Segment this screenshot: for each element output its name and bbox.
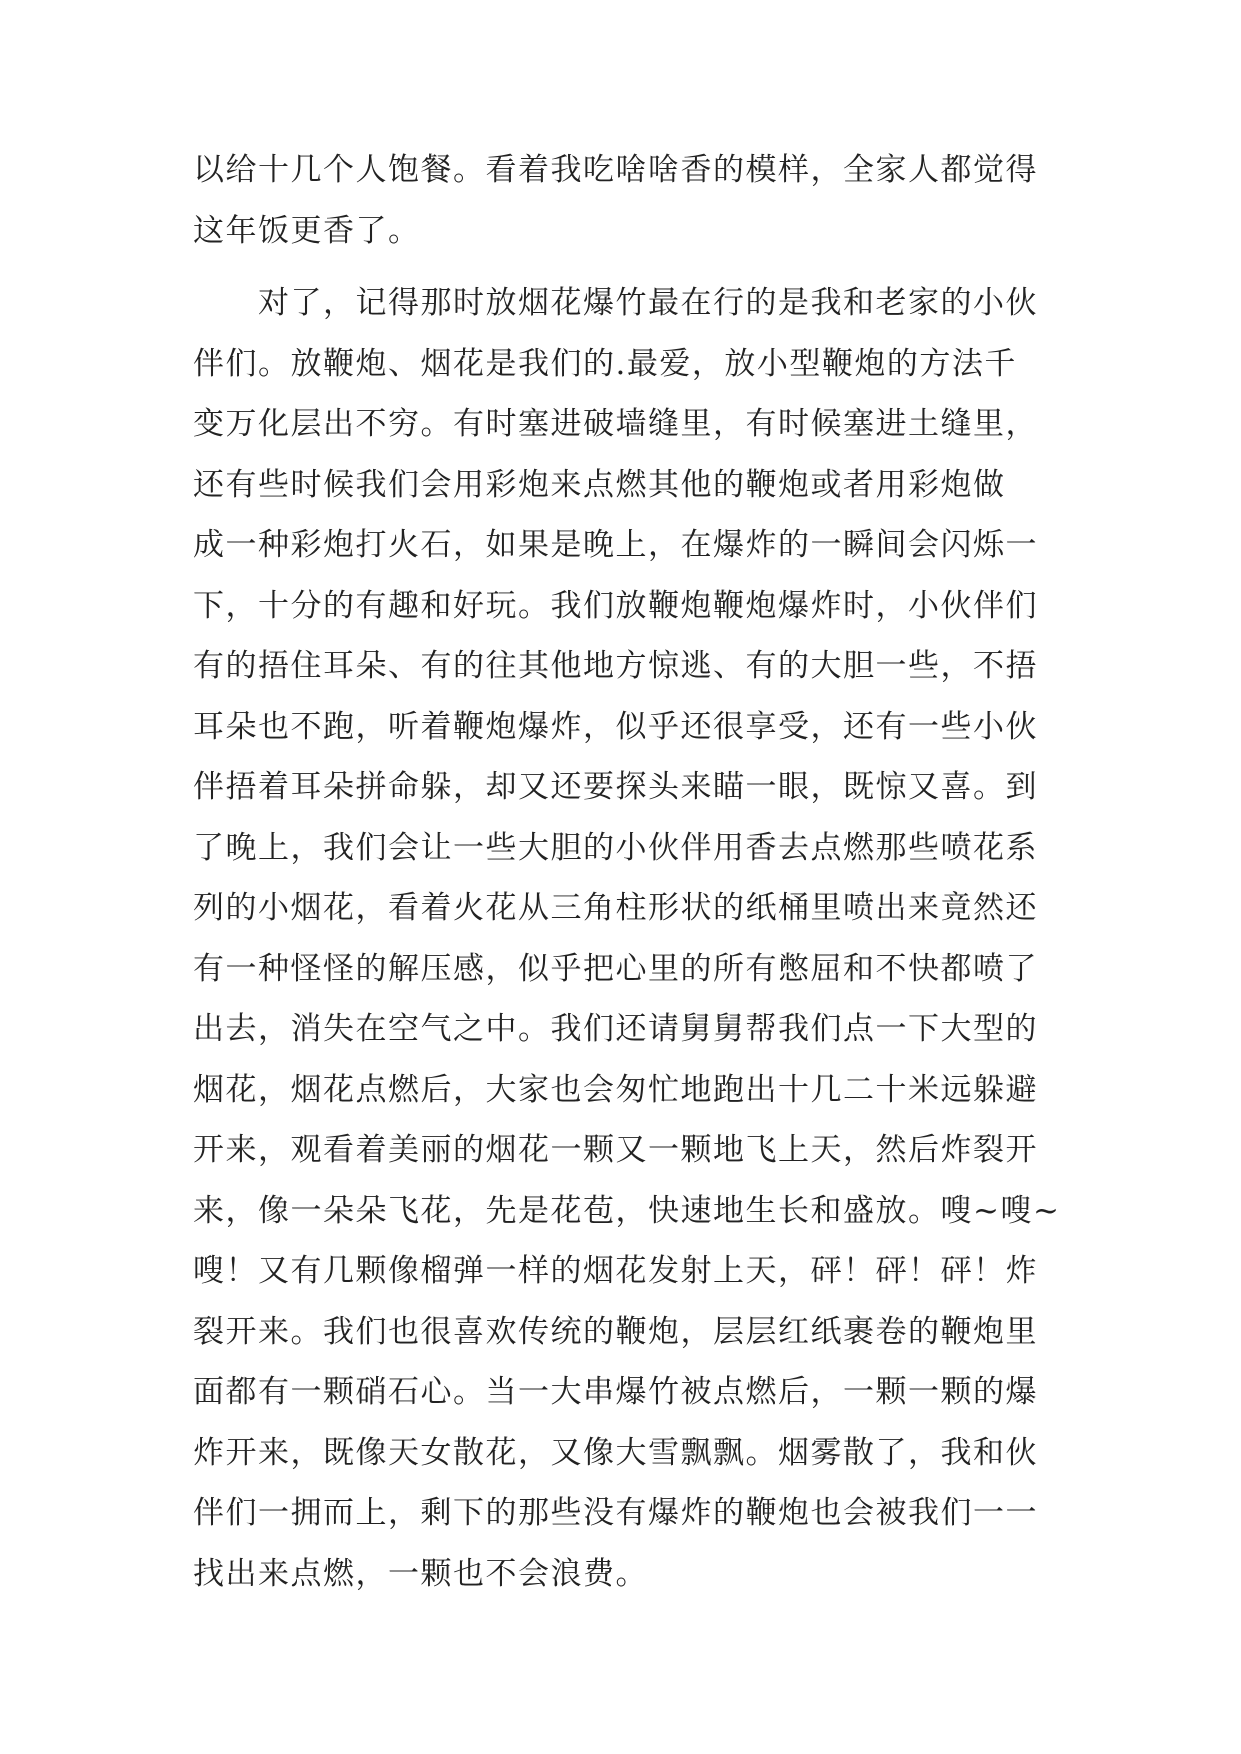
text-line: 成一种彩炮打火石，如果是晚上，在爆炸的一瞬间会闪烁一 (193, 527, 1038, 563)
text-line: 还有些时候我们会用彩炮来点燃其他的鞭炮或者用彩炮做 (193, 466, 1006, 503)
text-line: 变万化层出不穷。有时塞进破墙缝里，有时候塞进土缝里， (193, 406, 1038, 442)
text-line: 下，十分的有趣和好玩。我们放鞭炮鞭炮爆炸时，小伙伴们 (193, 587, 1038, 624)
paragraph-2 (193, 273, 1061, 1604)
text-line: 以给十几个人饱餐。看着我吃啥啥香的模样，全家人都觉得 (193, 152, 1038, 188)
text-line: 了晚上，我们会让一些大胆的小伙伴用香去点燃那些喷花系 (193, 829, 1038, 866)
paragraph-1 (193, 140, 1053, 261)
text-line: 出去，消失在空气之中。我们还请舅舅帮我们点一下大型的 (193, 1011, 1038, 1047)
text-line: 面都有一颗硝石心。当一大串爆竹被点燃后，一颗一颗的爆 (193, 1374, 1038, 1410)
text-line: 裂开来。我们也很喜欢传统的鞭炮，层层红纸裹卷的鞭炮里 (193, 1313, 1038, 1350)
text-line: 来，像一朵朵飞花，先是花苞，快速地生长和盛放。嗖~嗖~ (193, 1192, 1061, 1229)
text-line: 伴们。放鞭炮、烟花是我们的.最爱，放小型鞭炮的方法千 (193, 345, 1017, 382)
text-line: 找出来点燃，一颗也不会浪费。 (193, 1555, 648, 1592)
text-line: 伴捂着耳朵拼命躲，却又还要探头来瞄一眼，既惊又喜。到 (193, 769, 1038, 805)
body-text (193, 140, 1061, 1604)
text-line: 嗖！又有几颗像榴弹一样的烟花发射上天，砰！砰！砰！炸 (193, 1253, 1038, 1289)
text-line: 这年饭更香了。 (193, 212, 421, 249)
text-line: 有的捂住耳朵、有的往其他地方惊逃、有的大胆一些，不捂 (193, 648, 1038, 684)
text-line: 对了，记得那时放烟花爆竹最在行的是我和老家的小伙 (193, 285, 1038, 321)
text-line: 伴们一拥而上，剩下的那些没有爆炸的鞭炮也会被我们一一 (193, 1495, 1038, 1531)
text-line: 开来，观看着美丽的烟花一颗又一颗地飞上天，然后炸裂开 (193, 1132, 1038, 1168)
text-line: 有一种怪怪的解压感，似乎把心里的所有憋屈和不快都喷了 (193, 950, 1038, 987)
text-line: 列的小烟花，看着火花从三角柱形状的纸桶里喷出来竟然还 (193, 890, 1038, 926)
text-line: 耳朵也不跑，听着鞭炮爆炸，似乎还很享受，还有一些小伙 (193, 708, 1038, 745)
text-line: 炸开来，既像天女散花，又像大雪飘飘。烟雾散了，我和伙 (193, 1434, 1038, 1471)
text-line: 烟花，烟花点燃后，大家也会匆忙地跑出十几二十米远躲避 (193, 1071, 1038, 1108)
